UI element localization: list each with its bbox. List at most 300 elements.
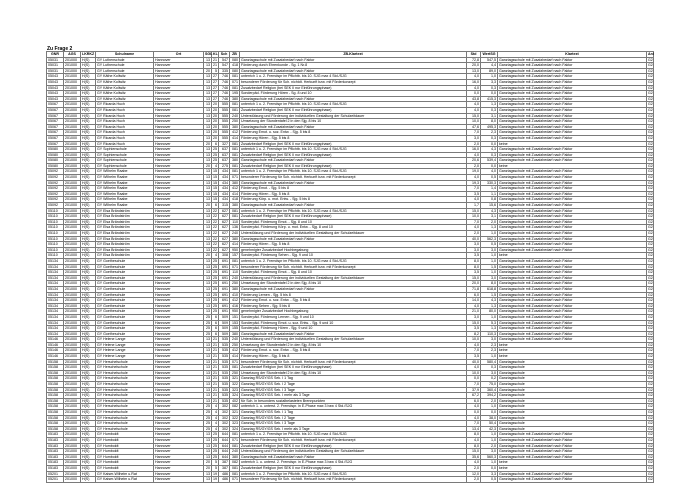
table-cell: 27 <box>213 96 217 101</box>
table-cell: H(S) <box>81 376 96 382</box>
table-cell: 15,0 <box>467 449 481 455</box>
table-cell: Hannover <box>154 354 204 360</box>
table-cell: GY Herschelschule <box>96 410 154 416</box>
table-cell: G2 <box>648 85 653 90</box>
table-cell: 535 <box>219 393 230 399</box>
table-cell: 2,0 <box>467 231 481 237</box>
table-cell: H(S) <box>81 382 96 388</box>
table-cell: H(S) <box>81 85 96 91</box>
table-cell: Ganztagsschule mit Zusatzbedarf nach Faktor <box>498 292 647 298</box>
table-cell: Ganztagsschule mit Zusatzbedarf nach Faktor <box>498 219 647 225</box>
table-cell: 16,0 <box>467 79 481 85</box>
table-cell: 201000 <box>64 477 81 483</box>
table-cell: G2 <box>648 63 653 68</box>
table-cell: G2 <box>648 410 653 414</box>
table-cell: 0,8 <box>481 197 498 203</box>
table-cell: GY Humboldt <box>96 437 154 443</box>
table-cell: G2 <box>648 175 653 180</box>
table-cell: 201000 <box>64 314 81 320</box>
table-cell: G2 <box>648 275 653 280</box>
table-cell: 4,0 <box>467 225 481 231</box>
table-cell: 13 <box>204 387 212 393</box>
table-cell: 3,0 <box>481 449 498 455</box>
table-cell: GY Ricarda Huch <box>96 141 154 147</box>
table-cell: Hannover <box>154 96 204 102</box>
table-cell: 10,0 <box>467 337 481 343</box>
table-cell: 37,9 <box>467 387 481 393</box>
table-cell: Ganztagsschule mit Zusatzbedarf nach Faktor <box>498 477 647 483</box>
table-cell: G2 <box>648 303 653 308</box>
table-cell: 3,0 <box>481 247 498 253</box>
table-cell: G2 <box>648 298 653 303</box>
table-cell: 201000 <box>64 79 81 85</box>
table-cell: Hannover <box>154 342 204 348</box>
table-cell: 555 <box>219 113 230 119</box>
table-cell: Hannover <box>154 376 204 382</box>
table-cell: 155 <box>230 326 240 332</box>
table-cell: 380 <box>230 203 240 209</box>
table-cell: 081 <box>230 163 240 169</box>
table-cell: 20 <box>204 203 212 209</box>
table-cell: 555 <box>219 119 230 125</box>
table-cell: 0,5 <box>481 242 498 248</box>
table-cell: H(S) <box>81 264 96 270</box>
table-cell: 05067 <box>47 135 64 141</box>
table-cell: 627 <box>219 219 230 225</box>
table-cell: 201000 <box>64 141 81 147</box>
table-cell: Sonderpäd. Förderung Lernen - Sjg. 9 und 10 <box>240 314 467 320</box>
table-cell: 201000 <box>64 203 81 209</box>
table-cell: Ganztag RS/GY/GS Sek. I 2 Tage <box>240 382 467 388</box>
table-cell: Hannover <box>154 253 204 259</box>
table-cell: 201000 <box>64 242 81 248</box>
table-cell: keine <box>498 141 647 147</box>
table-cell: 151 <box>230 314 240 320</box>
table-cell: 0,0 <box>467 376 481 382</box>
table-cell: 691 <box>219 298 230 304</box>
table-cell: 20 <box>204 163 212 169</box>
table-cell: 240 <box>230 337 240 343</box>
table-cell: Hannover <box>154 292 204 298</box>
table-cell: 201000 <box>64 219 81 225</box>
table-cell: 3,0 <box>467 135 481 141</box>
table-cell: 05158 <box>47 382 64 388</box>
table-cell: 201000 <box>64 359 81 365</box>
table-cell: 7,0 <box>467 130 481 136</box>
table-cell: H(S) <box>81 298 96 304</box>
table-cell: G2 <box>648 258 653 263</box>
table-cell: 13 <box>204 449 212 455</box>
table-cell: 201000 <box>64 225 81 231</box>
table-cell: G2 <box>648 79 653 84</box>
table-cell: 110,3 <box>481 331 498 337</box>
table-cell: 05134 <box>47 264 64 270</box>
table-cell: GY Elsa Brändström <box>96 231 154 237</box>
table-cell: 302 <box>219 421 230 427</box>
table-cell: Ganztag RS/GY/GS Sek. I 3 Tage <box>240 421 467 427</box>
table-cell: 4,0 <box>481 169 498 175</box>
table-cell: GY Herschelschule <box>96 404 154 410</box>
table-cell: 19,3 <box>467 180 481 186</box>
table-cell: 547 <box>219 57 230 63</box>
table-cell: 1,0 <box>481 253 498 259</box>
table-cell: H(S) <box>81 258 96 264</box>
table-cell: 50,4 <box>481 421 498 427</box>
table-cell: 05201 <box>47 471 64 477</box>
table-cell: 89,0 <box>481 68 498 74</box>
table-cell: 3,0 <box>481 337 498 343</box>
table-cell: G2 <box>648 376 653 381</box>
table-cell: 539,4 <box>481 158 498 164</box>
table-cell: Ganztagsschule mit Zusatzbedarf nach Faktor <box>498 231 647 237</box>
table-cell: H(S) <box>81 186 96 192</box>
table-cell: 25 <box>213 286 217 291</box>
table-cell: 20,6 <box>467 158 481 164</box>
table-cell: GY Wilhelm Raabe <box>96 169 154 175</box>
table-cell: Ganztagsschule mit Zusatzbedarf nach Faktor <box>498 270 647 276</box>
table-cell: 21 <box>213 370 217 375</box>
table-cell: GY Helene Lange <box>96 342 154 348</box>
table-cell: G2 <box>648 236 653 241</box>
table-cell: 25 <box>213 147 217 152</box>
table-cell: 75,0 <box>481 382 498 388</box>
table-cell: unterrich 1 u. 2. Fremdspr im Pflichtb. bis 10. SJG max 4 Std./SJG <box>240 147 467 153</box>
table-cell: 21 <box>213 393 217 398</box>
table-cell: 13 <box>204 107 212 113</box>
table-cell: 250 <box>230 119 240 125</box>
table-cell: 081 <box>230 258 240 264</box>
table-cell: G2 <box>648 437 653 442</box>
table-cell: GY Helene Lange <box>96 354 154 360</box>
table-cell: 21 <box>213 348 217 353</box>
table-cell: 20,0 <box>467 281 481 287</box>
table-cell: GY Elsa Brändström <box>96 247 154 253</box>
table-cell: 637 <box>219 147 230 153</box>
table-cell: 0,3 <box>481 152 498 158</box>
table-cell: 637 <box>219 158 230 164</box>
table-cell: 21 <box>213 57 217 62</box>
table-cell: 644 <box>219 437 230 443</box>
table-cell: G2 <box>648 398 653 403</box>
table-cell: Ganztagsschule mit Zusatzbedarf nach Faktor <box>240 454 467 460</box>
column-header: AGS <box>64 52 81 58</box>
table-cell: 418 <box>230 63 240 69</box>
table-cell: Hannover <box>154 169 204 175</box>
table-cell: 627 <box>219 231 230 237</box>
table-cell: 201000 <box>64 158 81 164</box>
table-cell: 0,0 <box>481 141 498 147</box>
table-cell: 071 <box>230 437 240 443</box>
table-cell: 434 <box>219 175 230 181</box>
table-cell: G2 <box>648 454 653 459</box>
table-cell: Sonderpäd. Förderung Emot. - Sjg. 8 und 10 <box>240 219 467 225</box>
table-cell: 4,4 <box>481 63 498 69</box>
table-cell: GY Goetheschule <box>96 303 154 309</box>
table-cell: 691 <box>219 275 230 281</box>
table-cell: G2 <box>648 477 653 482</box>
table-cell: G2 <box>648 270 653 275</box>
table-cell: G2 <box>648 113 653 118</box>
table-cell: 535 <box>219 398 230 404</box>
table-cell: 1,3 <box>481 303 498 309</box>
table-cell: Sonderpäd. Förderung Hören - Sjg. 9 und 10 <box>240 326 467 332</box>
table-cell: G2 <box>648 393 653 398</box>
table-cell: 8,0 <box>467 264 481 270</box>
table-cell: Ganztagsschule mit Zusatzbedarf nach Faktor <box>498 309 647 315</box>
table-cell: H(S) <box>81 477 96 483</box>
table-cell: G2 <box>648 421 653 426</box>
table-cell: GY Goetheschule <box>96 264 154 270</box>
table-cell: 360,4 <box>481 387 498 393</box>
table-cell: 240 <box>230 231 240 237</box>
table-cell: 618,8 <box>481 286 498 292</box>
table-cell: Ganztagsschule mit Zusatzbedarf nach Faktor <box>498 437 647 443</box>
table-cell: 8,0 <box>481 281 498 287</box>
table-cell: 25 <box>204 326 212 332</box>
table-cell: Zusatzbedarf Religion (bei SEK II nur Einführungsphase) <box>240 465 467 471</box>
table-cell: Ganztagsschule mit Zusatzbedarf nach Faktor <box>240 158 467 164</box>
table-cell: GY Herschelschule <box>96 398 154 404</box>
table-cell: 240 <box>230 275 240 281</box>
table-cell: GY Luthenschule <box>96 57 154 63</box>
table-cell: 20 <box>204 465 212 471</box>
table-cell: besonderer Förderung für Sch. nichtdt. Herkunft bzw. mit Förderkonzept <box>240 175 467 181</box>
table-cell: Ganztagsschule mit Zusatzbedarf nach Faktor <box>240 124 467 130</box>
table-cell: 2,0 <box>481 219 498 225</box>
table-cell: 201000 <box>64 180 81 186</box>
table-cell: Hannover <box>154 119 204 125</box>
table-cell: Unterstützung und Förderung der individuellen Gestaltung der Schulzeitdauer <box>240 275 467 281</box>
table-cell: 05158 <box>47 387 64 393</box>
table-cell: 05158 <box>47 421 64 427</box>
table-cell: Hannover <box>154 437 204 443</box>
table-cell: 3,1 <box>481 113 498 119</box>
table-cell: unterrich 1 u. 2. Fremdspr im Pflichtb. bis 10. SJG max 4 Std./SJG <box>240 471 467 477</box>
table-cell: 201000 <box>64 465 81 471</box>
table-cell: Ganztagsschule mit Zusatzbedarf nach Faktor <box>498 63 647 69</box>
table-cell: Hannover <box>154 236 204 242</box>
table-cell: H(S) <box>81 365 96 371</box>
table-cell: Ganztagsschule mit Zusatzbedarf nach Faktor <box>498 454 647 460</box>
table-cell: 05183 <box>47 465 64 471</box>
table-cell: Ganztagsschule mit Zusatzbedarf nach Faktor <box>498 91 647 97</box>
table-cell: 67,2 <box>467 393 481 399</box>
table-cell: 13 <box>204 102 212 108</box>
table-cell: Ganztagsschule mit Zusatzbedarf nach Faktor <box>498 169 647 175</box>
table-cell: Ganztagsschule <box>498 398 647 404</box>
table-cell: 509 <box>219 320 230 326</box>
table-cell: 27 <box>213 85 217 90</box>
column-header: ZB <box>230 52 240 58</box>
table-cell: Ganztagsschule <box>498 376 647 382</box>
table-cell: 4,0 <box>467 460 481 466</box>
table-cell: 434 <box>219 180 230 186</box>
table-cell: Förderung Hören - Sjg. 5 bis 8 <box>240 135 467 141</box>
table-cell: GY Herschelschule <box>96 393 154 399</box>
table-cell: 05067 <box>47 141 64 147</box>
table-cell: 25 <box>213 309 217 314</box>
table-cell: 72,8 <box>467 57 481 63</box>
table-cell: 16,0 <box>467 147 481 153</box>
table-cell: 509 <box>219 326 230 332</box>
table-cell: 250 <box>230 370 240 376</box>
table-cell: Hannover <box>154 298 204 304</box>
table-cell: 434 <box>219 197 230 203</box>
table-cell: 25 <box>213 158 217 163</box>
table-cell: Ganztagsschule mit Zusatzbedarf nach Faktor <box>498 331 647 337</box>
table-cell: genehmigter Zusatzbedarf Hochbegabung <box>240 309 467 315</box>
table-cell: H(S) <box>81 96 96 102</box>
table-cell: 13 <box>204 309 212 315</box>
table-cell: 05067 <box>47 107 64 113</box>
table-cell: 410 <box>230 292 240 298</box>
table-cell: 201000 <box>64 191 81 197</box>
table-cell: 691 <box>219 264 230 270</box>
table-cell: 201000 <box>64 57 81 63</box>
table-cell: 201000 <box>64 426 81 432</box>
table-cell: H(S) <box>81 348 96 354</box>
table-cell: 201000 <box>64 275 81 281</box>
table-cell: 1,0 <box>481 404 498 410</box>
table-cell: 25 <box>204 410 212 416</box>
table-cell: 05158 <box>47 404 64 410</box>
table-cell: GY Goetheschule <box>96 286 154 292</box>
table-cell: 05158 <box>47 410 64 416</box>
table-cell: 153 <box>230 320 240 326</box>
table-cell: Förderung Emot. u. soz. Entw. - Sjg. 5 bis 8 <box>240 298 467 304</box>
table-cell: 4,0 <box>467 404 481 410</box>
table-cell: H(S) <box>81 387 96 393</box>
table-cell: 380 <box>230 236 240 242</box>
table-cell: 05067 <box>47 119 64 125</box>
table-cell: 40,0 <box>467 359 481 365</box>
table-cell: 20 <box>213 102 217 107</box>
table-cell: G2 <box>648 68 653 73</box>
table-cell: 082 <box>230 404 240 410</box>
table-cell: GY Kaiser-Wilhelm u.Rat <box>96 471 154 477</box>
table-cell: Hannover <box>154 348 204 354</box>
column-header: Schulname <box>96 52 154 58</box>
table-cell: H(S) <box>81 175 96 181</box>
table-cell: GY Ricarda Huch <box>96 124 154 130</box>
table-cell: H(S) <box>81 208 96 214</box>
table-cell: 13 <box>204 443 212 449</box>
table-cell: 05043 <box>47 74 64 80</box>
table-cell: 3,3 <box>481 79 498 85</box>
table-cell: 05146 <box>47 348 64 354</box>
table-cell: GY Herschelschule <box>96 387 154 393</box>
table-cell: 21,0 <box>467 309 481 315</box>
table-cell: 20 <box>213 113 217 118</box>
table-cell: GY Wilhelm Raabe <box>96 197 154 203</box>
table-cell: 2,0 <box>467 465 481 471</box>
table-cell: 25 <box>213 449 217 454</box>
table-cell: 535 <box>219 382 230 388</box>
table-cell: 38,0 <box>481 415 498 421</box>
table-cell: GY Goetheschule <box>96 275 154 281</box>
table-cell: 201000 <box>64 382 81 388</box>
table-cell: unterrich 1 u. 2. Fremdspr im Pflichtb. bis 10. SJG max 4 Std./SJG <box>240 74 467 80</box>
table-cell: G2 <box>648 253 653 258</box>
table-cell: G2 <box>648 359 653 364</box>
table-cell: 535 <box>219 387 230 393</box>
table-cell: G2 <box>648 404 653 409</box>
table-cell: 15 <box>213 191 217 196</box>
column-header: Std <box>467 52 481 58</box>
table-cell: 05134 <box>47 326 64 332</box>
table-cell: 071 <box>230 359 240 365</box>
table-cell: besonderer Förderung für Sch. nichtdt. Herkunft bzw. mit Förderkonzept <box>240 359 467 365</box>
table-cell: 13 <box>204 186 212 192</box>
table-cell: 201000 <box>64 404 81 410</box>
table-cell: 201000 <box>64 387 81 393</box>
table-cell: GY Humboldt <box>96 443 154 449</box>
table-cell: 05092 <box>47 191 64 197</box>
table-cell: H(S) <box>81 454 96 460</box>
table-cell: H(S) <box>81 359 96 365</box>
table-cell: Hannover <box>154 359 204 365</box>
table-cell: Hannover <box>154 85 204 91</box>
table-cell: G2 <box>648 208 653 213</box>
table-cell: Zusatzbedarf Religion (bei SEK II nur Einführungsphase) <box>240 214 467 220</box>
table-cell: 560,3 <box>481 454 498 460</box>
table-cell: 47,6 <box>467 124 481 130</box>
table-cell: 13 <box>204 242 212 248</box>
table-cell: 071 <box>230 264 240 270</box>
table-cell: G2 <box>648 465 653 470</box>
table-cell: 13 <box>204 376 212 382</box>
table-cell: 0,2 <box>481 376 498 382</box>
table-cell: Hannover <box>154 214 204 220</box>
table-cell: H(S) <box>81 180 96 186</box>
table-cell: 10,0 <box>467 119 481 125</box>
table-cell: 25 <box>213 303 217 308</box>
table-cell: 15 <box>213 169 217 174</box>
table-cell: 20 <box>213 130 217 135</box>
table-cell: Hannover <box>154 415 204 421</box>
table-cell: Hannover <box>154 303 204 309</box>
table-cell: Ganztagsschule <box>498 393 647 399</box>
table-cell: 13 <box>204 152 212 158</box>
table-cell: Hannover <box>154 203 204 209</box>
table-cell: Ganztagsschule mit Zusatzbedarf nach Faktor <box>498 225 647 231</box>
table-cell: 13 <box>204 370 212 376</box>
table-cell: 380 <box>230 286 240 292</box>
table-cell: Ganztagsschule mit Zusatzbedarf nach Faktor <box>498 175 647 181</box>
table-cell: GY Goetheschule <box>96 309 154 315</box>
table-cell: GY Goetheschule <box>96 281 154 287</box>
table-cell: 201000 <box>64 326 81 332</box>
table-cell: Hannover <box>154 331 204 337</box>
table-cell: 25 <box>204 426 212 432</box>
table-cell: GY Elsa Brändström <box>96 214 154 220</box>
table-cell: 691 <box>219 281 230 287</box>
table-cell: 380 <box>230 124 240 130</box>
table-cell: 13 <box>204 85 212 91</box>
table-cell: 555 <box>219 107 230 113</box>
table-cell: 25 <box>204 314 212 320</box>
column-header: Klartext <box>498 52 647 58</box>
table-cell: 1,0 <box>481 460 498 466</box>
table-cell: 644 <box>219 443 230 449</box>
table-cell: Förderung durch Ehrenkunde - Sg. 1 Nr.8 <box>240 63 467 69</box>
table-cell: 0,3 <box>481 107 498 113</box>
table-cell: 201000 <box>64 96 81 102</box>
data-table <box>46 51 654 483</box>
table-cell: 201000 <box>64 68 81 74</box>
table-cell: H(S) <box>81 203 96 209</box>
table-cell: 21 <box>213 365 217 370</box>
